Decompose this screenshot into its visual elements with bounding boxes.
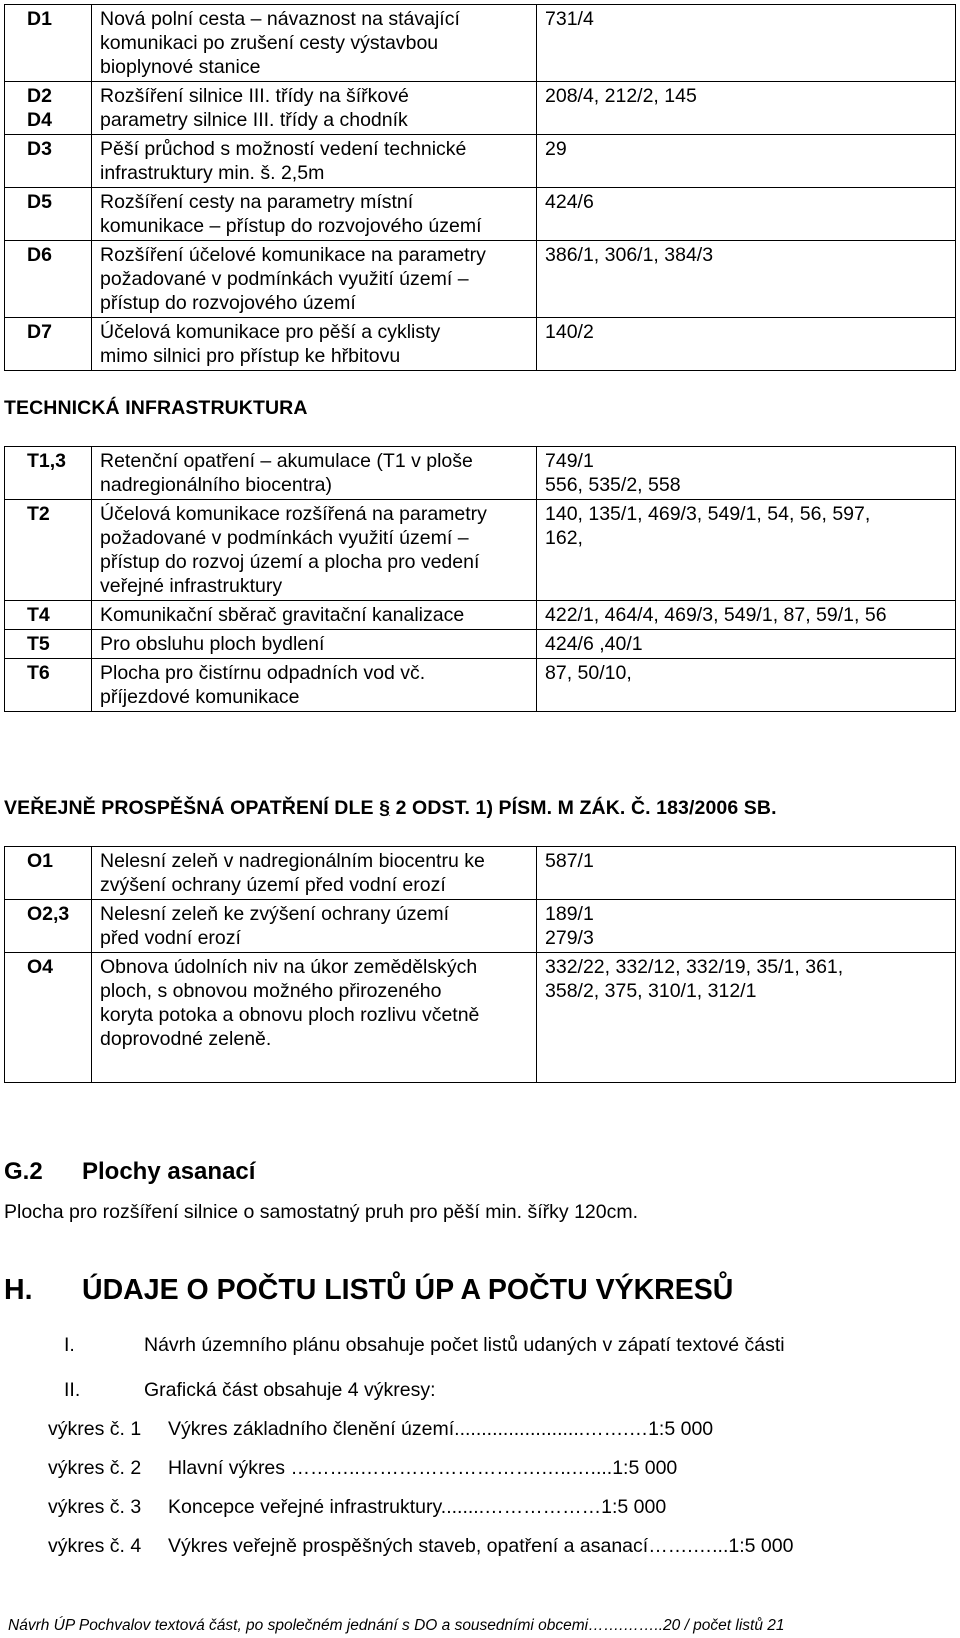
- row-parcels: [537, 659, 956, 712]
- list-item-2: [0, 1378, 960, 1404]
- table-row: [5, 447, 956, 500]
- row-parcels: [537, 188, 956, 241]
- table-row: [5, 601, 956, 630]
- table-row: [5, 659, 956, 712]
- list-marker: I.: [64, 1334, 75, 1356]
- row-parcels: [537, 601, 956, 630]
- parcel-line: 87, 50/10,: [545, 662, 632, 684]
- description-line: Nová polní cesta – návaznost na stávající: [100, 8, 460, 30]
- row-code: [5, 500, 92, 601]
- description-line: před vodní erozí: [100, 927, 241, 949]
- row-description: [92, 847, 537, 900]
- section-heading-public-measures-text-post: 2 ODST. 1) PÍSM. M ZÁK. Č. 183/2006 SB.: [390, 797, 777, 819]
- row-code-text: D2: [27, 85, 52, 107]
- drawing-label: výkres č. 1: [48, 1418, 142, 1440]
- row-description: [92, 500, 537, 601]
- description-line: bioplynové stanice: [100, 56, 261, 78]
- row-parcels: [537, 847, 956, 900]
- drawing-text: Hlavní výkres ………..……………………….…..…....1:5 000: [168, 1457, 678, 1479]
- row-description: [92, 188, 537, 241]
- row-parcels: [537, 900, 956, 953]
- description-line: Retenční opatření – akumulace (T1 v ploše: [100, 450, 473, 472]
- row-parcels: [537, 241, 956, 318]
- parcel-line: 189/1: [545, 903, 594, 925]
- description-line: Rozšíření cesty na parametry místní: [100, 191, 414, 213]
- parcel-line: 424/6: [545, 191, 594, 213]
- table-row: [5, 630, 956, 659]
- row-code-text: D7: [27, 321, 52, 343]
- description-line: požadované v podmínkách využití území –: [100, 268, 469, 290]
- description-line: Komunikační sběrač gravitační kanalizace: [100, 604, 465, 626]
- row-parcels: [537, 447, 956, 500]
- drawing-row-3: [48, 1495, 666, 1519]
- row-code-text: T2: [27, 503, 50, 525]
- row-code: [5, 659, 92, 712]
- row-parcels: [537, 5, 956, 82]
- row-code: [5, 188, 92, 241]
- row-code: [5, 900, 92, 953]
- row-parcels: [537, 953, 956, 1083]
- description-line: doprovodné zeleně.: [100, 1028, 272, 1050]
- description-line: Účelová komunikace pro pěší a cyklisty: [100, 321, 441, 343]
- row-code-text: T1,3: [27, 450, 67, 472]
- heading-h-number: H.: [4, 1274, 33, 1306]
- table-row: [5, 900, 956, 953]
- description-line: zvýšení ochrany území před vodní erozí: [100, 874, 446, 896]
- table-row: [5, 188, 956, 241]
- drawing-row-4: [48, 1534, 793, 1558]
- description-line: Pro obsluhu ploch bydlení: [100, 633, 325, 655]
- table-row: [5, 5, 956, 82]
- row-description: [92, 318, 537, 371]
- table-row: [5, 847, 956, 900]
- description-line: komunikace – přístup do rozvojového území: [100, 215, 482, 237]
- heading-h: [4, 1274, 734, 1306]
- row-code: [5, 318, 92, 371]
- drawing-text: Výkres veřejně prospěšných staveb, opatření a asanací…….…...1:5 000: [168, 1535, 794, 1557]
- drawing-label: výkres č. 3: [48, 1496, 142, 1518]
- row-description: [92, 953, 537, 1083]
- row-code: [5, 82, 92, 135]
- description-line: Rozšíření silnice III. třídy na šířkové: [100, 85, 409, 107]
- description-line: požadované v podmínkách využití území –: [100, 527, 469, 549]
- parcel-line: 731/4: [545, 8, 594, 30]
- row-code: [5, 847, 92, 900]
- description-line: koryta potoka a obnovu ploch rozlivu včetně: [100, 1004, 480, 1026]
- row-code-text: D1: [27, 8, 52, 30]
- list-marker: II.: [64, 1379, 81, 1401]
- table-row: [5, 241, 956, 318]
- description-line: Pěší průchod s možností vedení technické: [100, 138, 467, 160]
- row-description: [92, 900, 537, 953]
- parcel-line: 424/6 ,40/1: [545, 633, 643, 655]
- row-code: [5, 447, 92, 500]
- table-technical-infrastructure: [4, 446, 956, 712]
- drawing-label: výkres č. 4: [48, 1535, 142, 1557]
- section-heading-public-measures: [4, 796, 777, 820]
- row-code: [5, 630, 92, 659]
- drawing-row-2: [48, 1456, 677, 1480]
- parcel-line: 422/1, 464/4, 469/3, 549/1, 87, 59/1, 56: [545, 604, 887, 626]
- row-code-text: O2,3: [27, 903, 70, 925]
- row-code-text: T4: [27, 604, 50, 626]
- row-description: [92, 659, 537, 712]
- list-item-1: [0, 1333, 960, 1359]
- row-code-text: D6: [27, 244, 52, 266]
- row-code-text: O1: [27, 850, 54, 872]
- row-code-text: T6: [27, 662, 50, 684]
- description-line: mimo silnici pro přístup ke hřbitovu: [100, 345, 401, 367]
- list-text: Grafická část obsahuje 4 výkresy:: [144, 1379, 436, 1401]
- parcel-line: 386/1, 306/1, 384/3: [545, 244, 714, 266]
- parcel-line: 332/22, 332/12, 332/19, 35/1, 361,: [545, 956, 844, 978]
- row-parcels: [537, 82, 956, 135]
- parcel-line: 279/3: [545, 927, 594, 949]
- drawing-label: výkres č. 2: [48, 1457, 142, 1479]
- description-line: Účelová komunikace rozšířená na parametry: [100, 503, 487, 525]
- description-line: ploch, s obnovou možného přirozeného: [100, 980, 442, 1002]
- row-description: [92, 601, 537, 630]
- row-code-text: D5: [27, 191, 52, 213]
- row-code-text: D4: [27, 109, 52, 131]
- table-public-measures: [4, 846, 956, 1083]
- description-line: infrastruktury min. š. 2,5m: [100, 162, 325, 184]
- row-code-text: D3: [27, 138, 52, 160]
- heading-g2: [4, 1160, 255, 1184]
- parcel-line: 140/2: [545, 321, 594, 343]
- row-parcels: [537, 318, 956, 371]
- row-description: [92, 5, 537, 82]
- drawing-text: Výkres základního členění území........................…….…1:5 000: [168, 1418, 714, 1440]
- section-heading-technical: TECHNICKÁ INFRASTRUKTURA: [4, 397, 308, 419]
- parcel-line: 587/1: [545, 850, 594, 872]
- description-line: parametry silnice III. třídy a chodník: [100, 109, 408, 131]
- table-row: [5, 500, 956, 601]
- description-line: veřejné infrastruktury: [100, 575, 283, 597]
- description-line: Obnova údolních niv na úkor zemědělských: [100, 956, 478, 978]
- section-sign: §: [379, 797, 391, 819]
- table-transport: [4, 4, 956, 371]
- row-code: [5, 241, 92, 318]
- heading-g2-title: Plochy asanací: [82, 1158, 256, 1185]
- row-parcels: [537, 500, 956, 601]
- parcel-line: 556, 535/2, 558: [545, 474, 681, 496]
- section-heading-public-measures-text-pre: VEŘEJNĚ PROSPĚŠNÁ OPATŘENÍ DLE: [4, 797, 380, 819]
- parcel-line: 162,: [545, 527, 583, 549]
- row-code: [5, 953, 92, 1083]
- row-code: [5, 601, 92, 630]
- parcel-line: 29: [545, 138, 567, 160]
- table-row: [5, 135, 956, 188]
- row-description: [92, 630, 537, 659]
- parcel-line: 749/1: [545, 450, 594, 472]
- row-description: [92, 241, 537, 318]
- parcel-line: 140, 135/1, 469/3, 549/1, 54, 56, 597,: [545, 503, 871, 525]
- description-line: Rozšíření účelové komunikace na parametry: [100, 244, 486, 266]
- description-line: Nelesní zeleň v nadregionálním biocentru ke: [100, 850, 485, 872]
- row-description: [92, 447, 537, 500]
- row-parcels: [537, 630, 956, 659]
- list-text: Návrh územního plánu obsahuje počet listů udaných v zápatí textové části: [144, 1334, 785, 1356]
- description-line: Plocha pro čistírnu odpadních vod vč.: [100, 662, 426, 684]
- row-code-text: T5: [27, 633, 50, 655]
- row-code: [5, 135, 92, 188]
- heading-g2-number: G.2: [4, 1158, 43, 1185]
- row-code: [5, 5, 92, 82]
- table-row: [5, 953, 956, 1083]
- heading-h-title: ÚDAJE O POČTU LISTŮ ÚP A POČTU VÝKRESŮ: [82, 1274, 734, 1306]
- description-line: komunikaci po zrušení cesty výstavbou: [100, 32, 439, 54]
- parcel-line: 208/4, 212/2, 145: [545, 85, 697, 107]
- description-line: přístup do rozvoj území a plocha pro vedení: [100, 551, 480, 573]
- row-description: [92, 82, 537, 135]
- description-line: nadregionálního biocentra): [100, 474, 333, 496]
- drawing-text: Koncepce veřejné infrastruktury........………………1:5 000: [168, 1496, 667, 1518]
- row-description: [92, 135, 537, 188]
- paragraph-asanace: Plocha pro rozšíření silnice o samostatný pruh pro pěší min. šířky 120cm.: [4, 1201, 639, 1223]
- row-code-text: O4: [27, 956, 54, 978]
- row-parcels: [537, 135, 956, 188]
- description-line: příjezdové komunikace: [100, 686, 300, 708]
- page-footer: Návrh ÚP Pochvalov textová část, po společném jednání s DO a sousedními obcemi…….……..20 / počet listů 21: [8, 1617, 785, 1634]
- drawing-row-1: [48, 1417, 713, 1441]
- description-line: přístup do rozvojového území: [100, 292, 356, 314]
- table-row: [5, 82, 956, 135]
- description-line: Nelesní zeleň ke zvýšení ochrany území: [100, 903, 450, 925]
- parcel-line: 358/2, 375, 310/1, 312/1: [545, 980, 757, 1002]
- table-row: [5, 318, 956, 371]
